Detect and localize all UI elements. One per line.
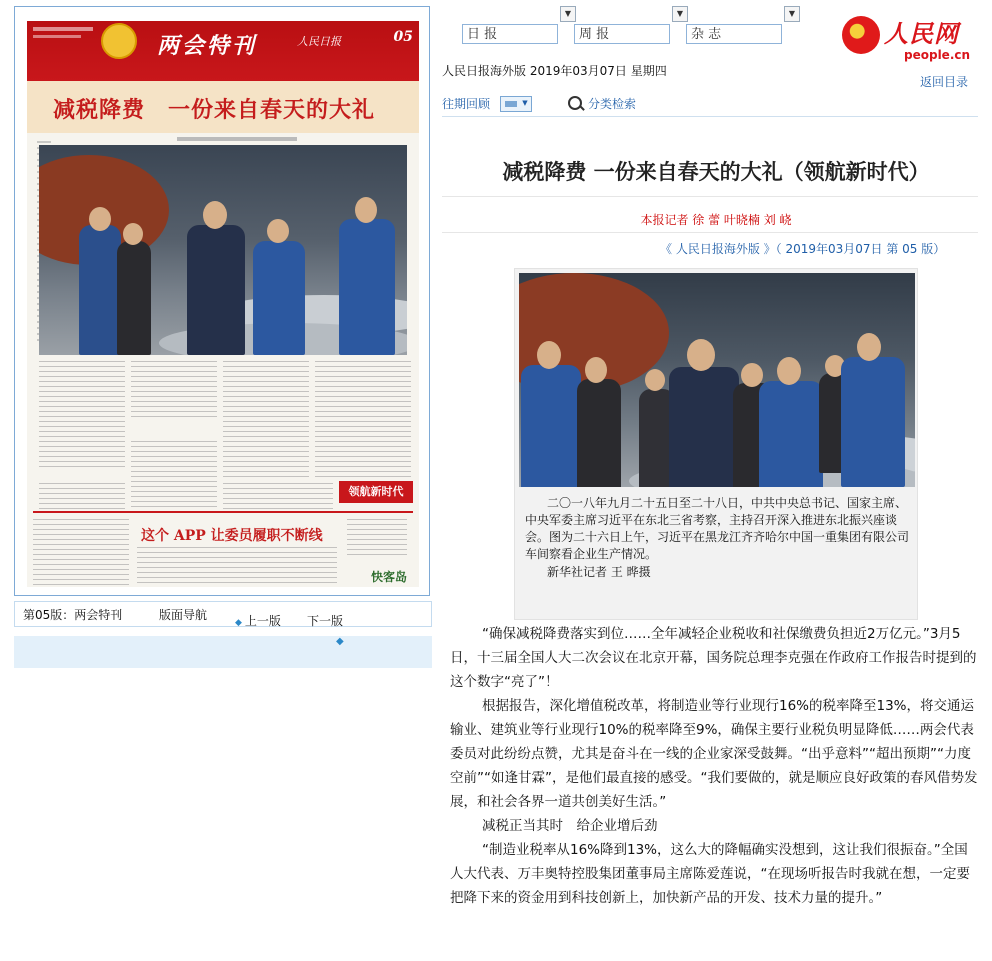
newspaper-column-tag: 领航新时代 [339,481,413,503]
issue-dateline: 人民日报海外版 2019年03月07日 星期四 [442,64,667,78]
current-page-label: 第05版：两会特刊 [23,608,123,622]
category-search-link[interactable]: 分类检索 [588,97,637,111]
author-divider [442,232,978,233]
people-logo-mark-icon [842,16,880,54]
newspaper-page-thumbnail[interactable] [14,6,430,596]
masthead-page-number: 05 [393,29,413,45]
newspaper-page-image [27,21,419,587]
title-divider [442,196,978,197]
weekly-paper-select-value[interactable]: 周 报 [574,24,670,44]
back-to-contents-link[interactable]: 返回目录 [920,75,969,89]
page-navigation-bar [14,601,432,627]
daily-paper-select[interactable] [462,6,580,46]
national-emblem-icon [101,23,137,59]
article-author: 本报记者 徐 蕾 叶晓楠 刘 峣 [640,213,792,227]
magazine-select-value[interactable]: 杂 志 [686,24,782,44]
article-paragraph: “制造业税率从16%降到13%，这么大的降幅确实没想到，这让我们很振奋。”全国人大代表、万丰奥特控股集团董事局主席陈爱莲说，“在现场听报告时我就在想，一定要把降下来的资金用到科技创新上，加快新产品的开发、技术力量的提升。” [450,842,970,906]
next-page-link[interactable]: 下一版 [307,614,344,628]
article-subheading: 减税正当其时 给企业增后劲 [482,818,658,834]
photo-caption [525,495,913,581]
article-figure [514,268,918,620]
page-navigation-band [14,636,432,668]
newspaper-headline-banner [27,81,419,133]
masthead-title: 两会特刊 [157,33,258,59]
article-photo[interactable] [519,273,915,487]
page-navigation-link[interactable]: 版面导航 [159,608,208,622]
article-title: 减税降费 一份来自春天的大礼（领航新时代） [502,159,930,184]
arrow-right-icon: ◆ [235,618,242,628]
article-paragraph: “确保减税降费落实到位……全年减轻企业税收和社保缴费负担近2万亿元。”3月5日，十三届全国人大二次会议在北京开幕，国务院总理李克强在作政府工作报告时提到的这个数字“亮了”！ [450,626,977,690]
chevron-down-icon[interactable]: ▼ [560,6,576,22]
chevron-down-icon[interactable]: ▼ [522,99,528,107]
newspaper-app-headline: 这个 APP 让委员履职不断线 [141,528,323,544]
article-body [450,622,980,910]
newspaper-app-section [33,511,413,587]
article-source: 《 人民日报海外版 》（ 2019年03月07日 第 05 版） [660,242,946,256]
search-icon[interactable] [568,96,582,110]
daily-paper-select-value[interactable]: 日 报 [462,24,558,44]
magazine-select[interactable] [686,6,804,46]
previous-page-link[interactable]: ◆ 上一版 [235,614,281,628]
arrow-right-icon: ◆ [336,636,344,647]
newspaper-byline [177,137,297,141]
archive-toolbar [442,92,978,117]
weekly-paper-select[interactable] [574,6,692,46]
chevron-down-icon[interactable]: ▼ [672,6,688,22]
people-cn-logo[interactable] [842,14,982,64]
article-paragraph: 根据报告，深化增值税改革，将制造业等行业现行16%的税率降至13%，将交通运输业、建筑业等行业现行10%的税率降至9%，确保主要行业税负明显降低……两会代表委员对此纷纷点赞，尤其是奋斗在一线的企业家深受鼓舞。“出乎意料”“超出预期”“力度空前”“如逢甘霖”，是他们最直接的感受。“我们要做的，就是顺应良好政策的春风借势发展，和社会各界一道共创美好生活。” [450,698,978,810]
newspaper-photo [39,145,407,355]
chevron-down-icon[interactable]: ▼ [784,6,800,22]
photo-credit: 新华社记者 王 晔摄 [547,565,651,579]
logo-chinese-name: 人民网 [884,19,959,48]
photo-caption-text: 二〇一八年九月二十五日至二十八日，中共中央总书记、国家主席、中央军委主席习近平在东北三省考察，主持召开深入推进东北振兴座谈会。图为二十六日上午，习近平在黑龙江齐齐哈尔中国一重集团有限公司车间察看企业生产情况。 [525,496,910,561]
newspaper-masthead-bar [27,21,419,81]
archive-link[interactable]: 往期回顾 [442,97,491,111]
newspaper-headline: 减税降费 一份来自春天的大礼 [53,97,376,123]
newspaper-app-logo: 快客岛 [370,570,407,584]
masthead-paper-name: 人民日报 [297,35,341,48]
logo-domain: people.cn [904,48,971,62]
